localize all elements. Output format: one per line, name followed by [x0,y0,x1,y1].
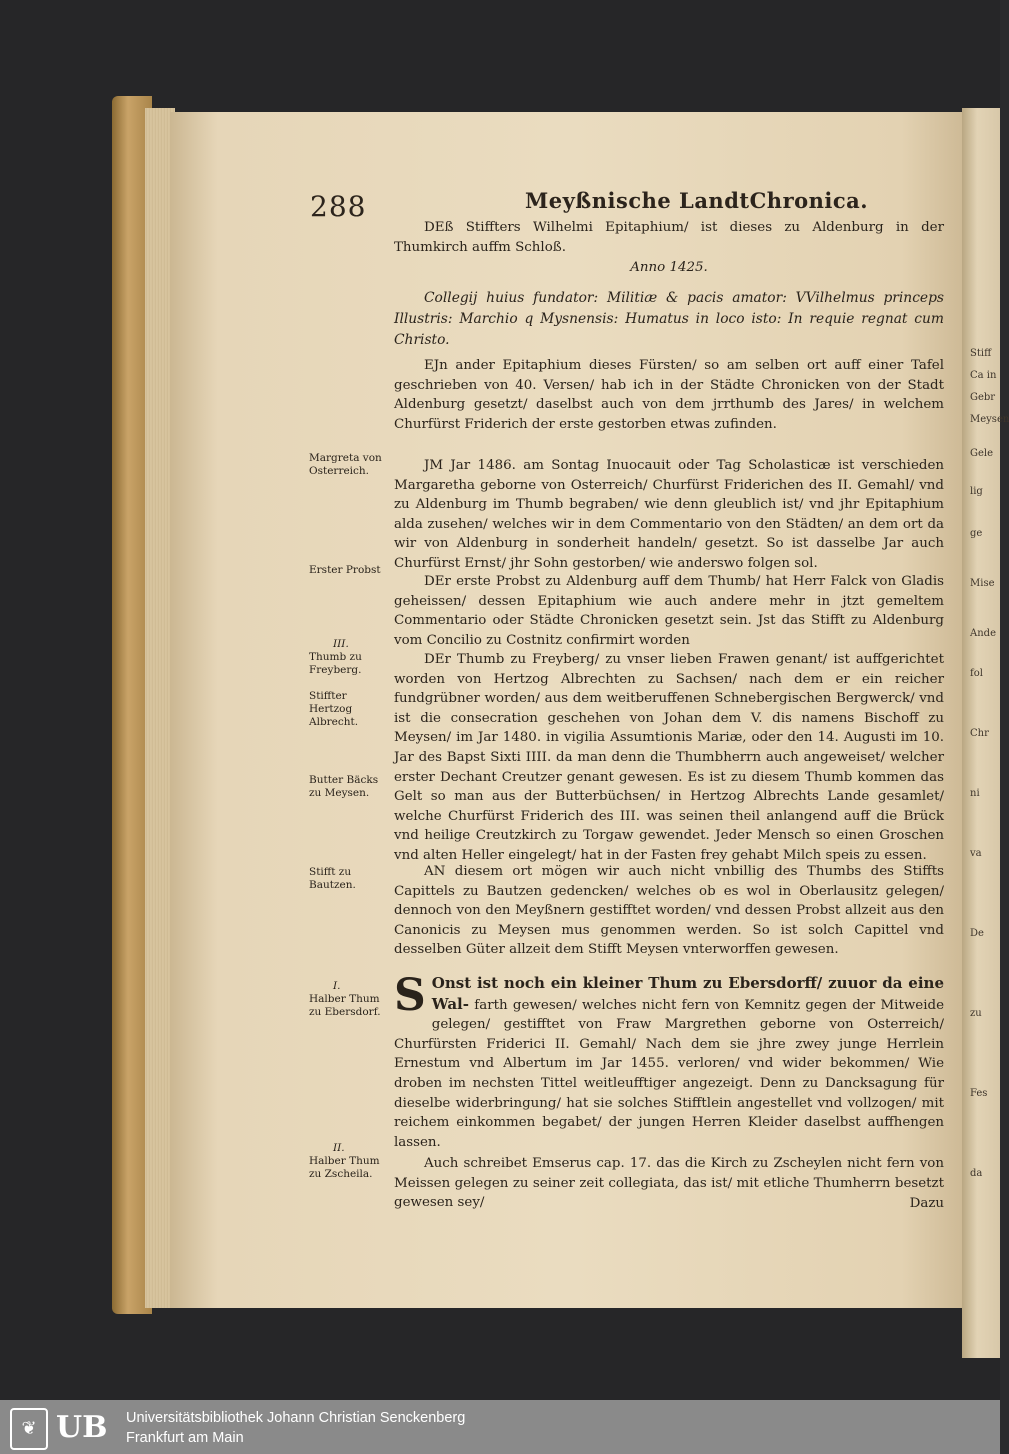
next-page-fragment: Gele [970,448,994,459]
next-page-fragment: De [970,928,984,939]
paragraph-text: Auch schreibet Emserus cap. 17. das die Kirch zu Zscheylen nicht fern von Meissen gelegen zu seiner zeit collegiata, das ist/ mit etliche Thumherrn besetzt gewesen sey/ [394,1156,944,1211]
next-page-fragment: da [970,1168,983,1179]
running-head: Meyßnische LandtChronica. [525,188,869,213]
paragraph-first-line: Onst ist noch ein kleiner Thum zu Ebersdorff/ zuuor da eine Wal- [431,974,944,1013]
catchword: Dazu [909,1196,944,1211]
margin-text: Halber Thum zu Ebersdorf. [309,993,381,1018]
next-page-fragment: Ande [970,628,996,639]
paragraph-first-provost [394,572,944,650]
margin-number: I. [333,980,341,992]
paragraph-margaretha [394,456,944,574]
year-line: Anno 1425. [630,260,708,275]
paragraph-text: JM Jar 1486. am Sontag Inuocauit oder Tag Scholasticæ ist verschieden Margaretha geborne von Osterreich/ Churfürst Friderichen des II. Gemahl/ vnd zu Aldenburg im Thumb begraben/ wie denn gleublich ist/ vnd jhr Epitaphium alda zusehen/ welches wir in dem Commentario von den Städten/ an dem ort da wir von Aldenburg in sonderheit handeln/ gesetzt. So ist dasselbe Jar auch Churfürst Ernst/ jhr Sohn gestorben/ wie anderswo folgen sol. [394,458,944,571]
next-page-fragment: Mise [970,578,995,589]
next-page-fragment: Fes [970,1088,988,1099]
next-page-fragment: fol [970,668,983,679]
next-page-edge [962,108,1009,1358]
margin-text: Thumb zu Freyberg. [309,651,362,676]
paragraph-text: DEr Thumb zu Freyberg/ zu vnser lieben Frawen genant/ ist auffgerichtet worden von Hertzog Albrechten zu Sachsen/ nach dem er ein reicher fundgrübner worden/ aus dem weitberuffenen Schnebergischen Bergwerck/ vnd ist die consecration geschehen von Johan dem V. dis namens Bischoff zu Meysen/ im Jar 1480. in vigilia Assumtionis Mariæ, oder den 14. Augusti im 10. Jar des Bapst Sixti IIII. da man denn die Thumbherrn auch angeweiset/ welcher erster Dechant Creutzer genant gewesen. Es ist zu diesem Thumb kommen das Gelt so man aus der Butterbüchsen/ in Hertzog Albrechts Lande gesamlet/ welche Churfürst Friderich des III. was seinen theil anlangend auff die Brück vnd heilige Creutzkirch zu Torgaw gewendet. Jeder Mensch so einen Groschen vnd alten Heller eingelegt/ hat in der Fasten frey gehabt Milch speis zu essen. [394,652,944,863]
paragraph-epitaph-intro [394,218,944,257]
next-page-fragment: Meysen [970,414,1009,425]
next-page-fragment: va [970,848,982,859]
latin-epitaph [394,288,944,351]
paragraph-text: EJn ander Epitaphium dieses Fürsten/ so am selben ort auff einer Tafel geschrieben von 40. Versen/ hab ich in der Städte Chronicken von der Stadt Aldenburg gesetzt/ daselbst auch von dem jrrthumb des Jares/ in welchem Churfürst Friderich der erste gestorben etwas zufinden. [394,358,944,432]
paragraph-ebersdorf [394,970,944,1152]
page-number: 288 [310,190,367,223]
paragraph-freyberg [394,650,944,866]
library-seal-icon: ❦ [10,1408,48,1450]
logo-text: UB [56,1410,108,1445]
library-name: Universitätsbibliothek Johann Christian Senckenberg [126,1410,466,1426]
next-page-fragment: ni [970,788,980,799]
next-page-fragment: Stiff [970,348,992,359]
library-logo[interactable] [8,1408,118,1448]
margin-note-butter: Butter Bäcks zu Meysen. [309,774,379,799]
paragraph-text: DEß Stiffters Wilhelmi Epitaphium/ ist dieses zu Aldenburg in der Thumkirch auffm Schloß. [394,220,944,255]
margin-number: II. [333,1142,345,1154]
margin-note-zscheila [309,1142,391,1181]
paragraph-text: DEr erste Probst zu Aldenburg auff dem Thumb/ hat Herr Falck von Gladis geheissen/ dessen Epitaphium wie auch andere mehr in jtzt gemeltem Commentario oder Städte Chronicken gesetzt sein. Jst das Stifft zu Aldenburg vom Concilio zu Costnitz confirmirt worden [394,574,944,648]
margin-note-first-provost: Erster Probst [309,564,381,576]
next-page-fragment: ge [970,528,983,539]
paragraph-text: farth gewesen/ welches nicht fern von Kemnitz gegen der Mitweide gelegen/ gestifftet von Fraw Margrethen geborne von Osterreich/ Churfürsten Friderici II. Gemahl/ Nach dem sie jhre zwey junge Herrlein Ernestum vnd Albertum im Jar 1455. verloren/ vnd wider bekommen/ Wie droben im nechsten Tittel weitleufftiger angezeigt. Denn zu Dancksagung für dieselbe widerbringung/ hat sie solches Stifftlein angestellet vnd vollzogen/ mit reichem einkommen begabet/ der jungen Herren Kleider daselbst auffhengen lassen. [394,997,944,1150]
next-page-fragment: Gebr [970,392,996,403]
margin-note-bautzen: Stifft zu Bautzen. [309,866,356,891]
margin-number: III. [333,638,349,650]
drop-cap: S [394,970,426,1021]
paragraph-bautzen [394,862,944,960]
next-page-fragment: lig [970,486,983,497]
paragraph-text: AN diesem ort mögen wir auch nicht vnbillig des Thumbs des Stiffts Capittels zu Bautzen gedencken/ welches ob es wol in Oberlausitz gelegen/ dennoch von den Meyßnern gestifftet worden/ vnd dessen Probst allzeit aus den Canonicis zu Meysen mus genommen werden. So ist solch Capittel vnd desselben Güter allzeit dem Stifft Meysen vnterworffen gewesen. [394,864,944,958]
margin-note-freyberg [309,638,391,677]
latin-text: Collegij huius fundator: Militiæ & pacis amator: VVilhelmus princeps Illustris: Marchio q Mysnensis: Humatus in loco isto: In requie regnat cum Christo. [394,290,944,348]
margin-text: Halber Thum zu Zscheila. [309,1155,380,1180]
next-page-fragment: Ca in [970,370,997,381]
paragraph-second-epitaph [394,356,944,434]
margin-note-ebersdorf [309,980,391,1019]
library-location: Frankfurt am Main [126,1430,244,1446]
next-page-fragment: Chr [970,728,989,739]
margin-note-margreta: Margreta von Osterreich. [309,452,382,477]
footer-bar [0,1400,1000,1454]
margin-note-founder: Stiffter Hertzog Albrecht. [309,690,359,728]
next-page-fragment: zu [970,1008,982,1019]
